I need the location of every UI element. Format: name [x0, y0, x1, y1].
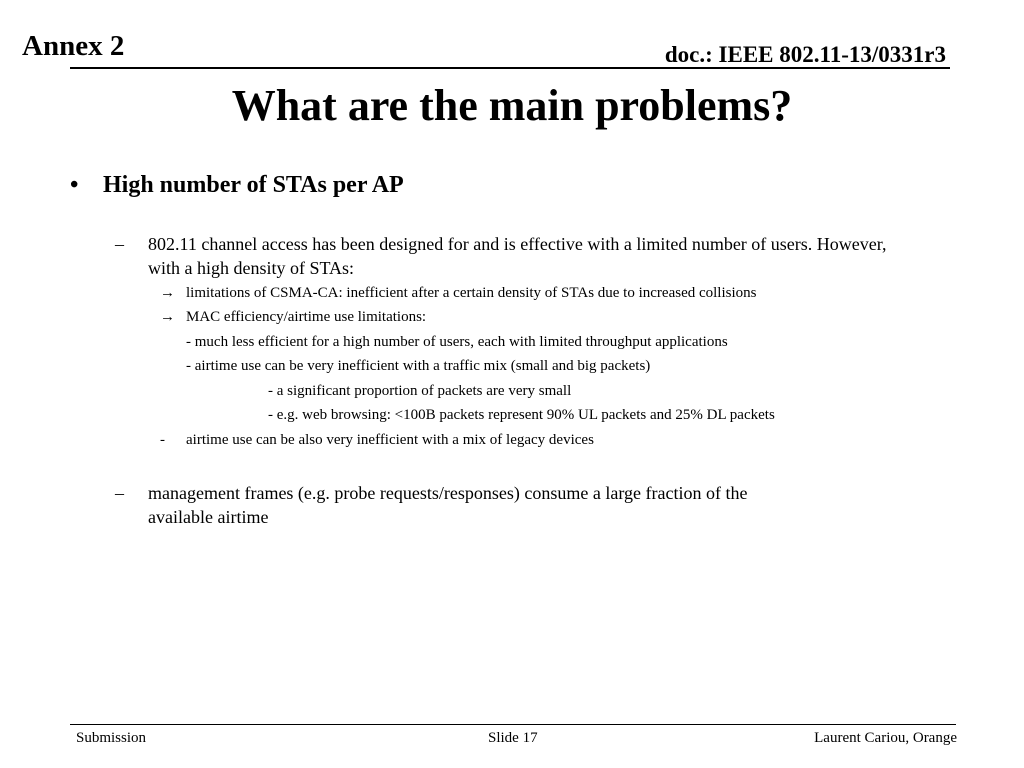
- document-id: doc.: IEEE 802.11-13/0331r3: [664, 42, 946, 67]
- sub-point-channel-access-line1: 802.11 channel access has been designed for and is effective with a limited number of users. However,: [148, 234, 887, 254]
- dash-marker: –: [115, 234, 124, 254]
- detail-legacy-devices: airtime use can be also very inefficient with a mix of legacy devices: [186, 432, 594, 448]
- arrow-item-mac-efficiency: MAC efficiency/airtime use limitations:: [186, 309, 427, 325]
- header-divider: [70, 67, 950, 69]
- slide-title: What are the main problems?: [231, 81, 793, 130]
- arrow-right-icon: →: [160, 309, 175, 325]
- sub-point-management-frames-line1: management frames (e.g. probe requests/responses) consume a large fraction of the: [148, 483, 748, 503]
- footer-author: Laurent Cariou, Orange: [814, 730, 957, 746]
- arrow-right-icon: →: [160, 285, 175, 301]
- footer-submission: Submission: [76, 730, 147, 746]
- bullet-marker: •: [70, 172, 79, 198]
- detail-line-indented: - a significant proportion of packets are very small: [268, 383, 572, 399]
- footer-slide-number: Slide 17: [488, 730, 538, 746]
- dash-marker: –: [115, 483, 124, 503]
- annex-label: Annex 2: [22, 30, 125, 62]
- arrow-item-csma-limitations: limitations of CSMA-CA: inefficient after a certain density of STAs due to increased collisions: [186, 285, 757, 301]
- footer-divider: [70, 724, 956, 725]
- sub-point-management-frames-line2: available airtime: [148, 507, 269, 527]
- bullet-heading: High number of STAs per AP: [103, 172, 404, 198]
- dash-marker: -: [160, 432, 165, 448]
- detail-line: - much less efficient for a high number of users, each with limited throughput applications: [186, 334, 728, 350]
- detail-line-indented: - e.g. web browsing: <100B packets represent 90% UL packets and 25% DL packets: [268, 407, 775, 423]
- detail-line: - airtime use can be very inefficient with a traffic mix (small and big packets): [186, 358, 651, 374]
- sub-point-channel-access-line2: with a high density of STAs:: [148, 258, 355, 278]
